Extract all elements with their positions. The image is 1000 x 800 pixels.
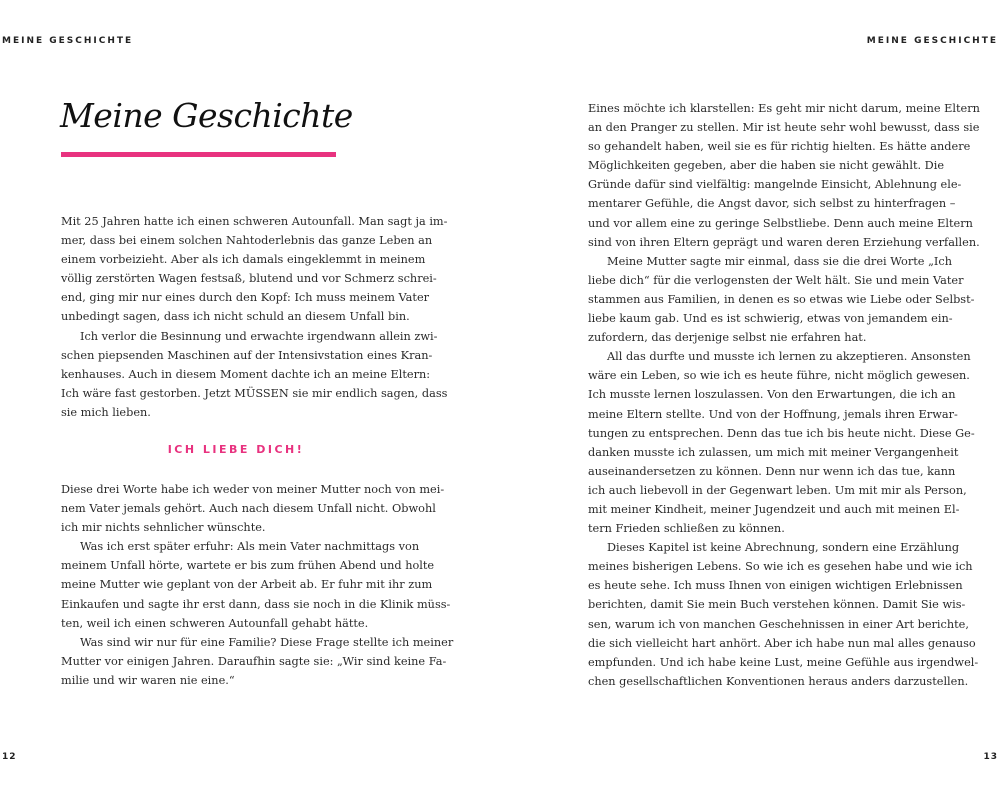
text-line: schen piepsenden Maschinen auf der Intensivstation eines Kran- (61, 348, 433, 362)
text-line: meine Mutter wie geplant von der Arbeit ab. Er fuhr mit ihr zum (61, 578, 433, 592)
text-line: mentarer Gefühle, die Angst davor, sich selbst zu hinterfragen – (588, 197, 956, 211)
text-line: milie und wir waren nie eine.“ (61, 673, 235, 687)
right-text (588, 99, 980, 691)
title-underline (61, 152, 336, 157)
text-line: ich mir nichts sehnlicher wünschte. (61, 521, 266, 535)
subheading: ICH LIEBE DICH! (167, 443, 305, 456)
text-line: auseinandersetzen zu können. Denn nur wenn ich das tue, kann (588, 464, 956, 478)
left-text-before (61, 212, 448, 422)
text-line: es heute sehe. Ich muss Ihnen von einigen wichtigen Erlebnissen (588, 579, 963, 593)
chapter-title: Meine Geschichte (60, 96, 353, 135)
text-line: meine Eltern stellte. Und von der Hoffnung, jemals ihren Erwar- (588, 407, 958, 421)
text-line: All das durfte und musste ich lernen zu akzeptieren. Ansonsten (607, 350, 971, 364)
text-line: Eines möchte ich klarstellen: Es geht mir nicht darum, meine Eltern (588, 102, 980, 115)
text-line: unbedingt sagen, dass ich nicht schuld an diesem Unfall bin. (61, 310, 410, 324)
text-line: Mit 25 Jahren hatte ich einen schweren Autounfall. Man sagt ja im- (61, 215, 448, 228)
text-line: empfunden. Und ich habe keine Lust, meine Gefühle aus irgendwel- (588, 655, 979, 669)
text-line: so gehandelt haben, weil sie es für richtig hielten. Es hätte andere (588, 140, 971, 154)
text-line: Ich musste lernen loszulassen. Von den Erwartungen, die ich an (588, 388, 956, 402)
text-line: völlig zerstörten Wagen festsaß, blutend und vor Schmerz schrei- (61, 272, 437, 286)
text-line: mer, dass bei einem solchen Nahtoderlebnis das ganze Leben an (61, 234, 433, 248)
text-line: ich auch liebevoll in der Gegenwart leben. Um mit mir als Person, (588, 483, 967, 497)
text-line: nem Vater jemals gehört. Auch nach diesem Unfall nicht. Obwohl (61, 502, 436, 516)
text-line: zufordern, das derjenige selbst nie erfahren hat. (588, 331, 867, 345)
text-line: Mutter vor einigen Jahren. Daraufhin sagte sie: „Wir sind keine Fa- (61, 654, 447, 668)
text-line: meines bisherigen Lebens. So wie ich es gesehen habe und wie ich (588, 560, 973, 574)
text-line: Was ich erst später erfuhr: Als mein Vater nachmittags von (80, 540, 420, 554)
text-line: und vor allem eine zu geringe Selbstliebe. Denn auch meine Eltern (588, 216, 973, 230)
text-line: Ich wäre fast gestorben. Jetzt MÜSSEN sie mir endlich sagen, dass (61, 386, 448, 400)
text-line: wäre ein Leben, so wie ich es heute führe, nicht möglich gewesen. (588, 369, 970, 383)
running-head-right: MEINE GESCHICHTE (866, 36, 998, 46)
running-head-left: MEINE GESCHICHTE (2, 36, 134, 46)
text-line: mit meiner Kindheit, meiner Jugendzeit und auch mit meinen El- (588, 502, 960, 516)
text-line: ten, weil ich einen schweren Autounfall gehabt hätte. (61, 616, 369, 630)
text-line: berichten, damit Sie mein Buch verstehen können. Damit Sie wis- (588, 598, 966, 612)
page-number-left: 12 (2, 752, 17, 762)
text-line: chen gesellschaftlichen Konventionen heraus anders darzustellen. (588, 674, 969, 688)
text-line: Dieses Kapitel ist keine Abrechnung, sondern eine Erzählung (607, 541, 960, 555)
text-line: meinem Unfall hörte, wartete er bis zum frühen Abend und holte (61, 559, 435, 573)
text-line: Meine Mutter sagte mir einmal, dass sie die drei Worte „Ich (607, 254, 952, 268)
text-line: an den Pranger zu stellen. Mir ist heute sehr wohl bewusst, dass sie (588, 121, 980, 135)
text-line: Einkaufen und sagte ihr erst dann, dass sie noch in die Klinik müss- (61, 597, 451, 611)
text-line: end, ging mir nur eines durch den Kopf: Ich muss meinem Vater (61, 291, 430, 305)
text-line: stammen aus Familien, in denen es so etwas wie Liebe oder Selbst- (588, 292, 975, 306)
text-line: sie mich lieben. (61, 405, 151, 419)
text-line: tern Frieden schließen zu können. (588, 522, 785, 536)
text-line: liebe kaum gab. Und es ist schwierig, etwas von jemandem ein- (588, 312, 953, 326)
text-line: die sich vielleicht hart anhört. Aber ich habe nun mal alles genauso (588, 636, 976, 650)
text-line: Möglichkeiten gegeben, aber die haben sie nicht gewählt. Die (588, 159, 945, 173)
left-text-after (61, 480, 454, 690)
text-line: Ich verlor die Besinnung und erwachte irgendwann allein zwi- (80, 329, 438, 343)
text-line: danken musste ich zulassen, um mich mit meiner Vergangenheit (588, 445, 959, 459)
text-line: liebe dich“ für die verlogensten der Welt hält. Sie und mein Vater (588, 273, 964, 287)
text-line: Diese drei Worte habe ich weder von meiner Mutter noch von mei- (61, 483, 445, 496)
text-line: tungen zu entsprechen. Denn das tue ich bis heute nicht. Diese Ge- (588, 426, 975, 440)
text-line: kenhauses. Auch in diesem Moment dachte ich an meine Eltern: (61, 367, 431, 381)
page-number-right: 13 (983, 752, 998, 762)
text-line: Was sind wir nur für eine Familie? Diese Frage stellte ich meiner (80, 635, 454, 649)
text-line: sen, warum ich von manchen Geschehnissen in einer Art berichte, (588, 617, 969, 631)
text-line: Gründe dafür sind vielfältig: mangelnde Einsicht, Ablehnung ele- (588, 178, 962, 192)
text-line: einem vorbeizieht. Aber als ich damals eingeklemmt in meinem (61, 253, 426, 267)
text-line: sind von ihren Eltern geprägt und waren deren Erziehung verfallen. (588, 235, 980, 249)
